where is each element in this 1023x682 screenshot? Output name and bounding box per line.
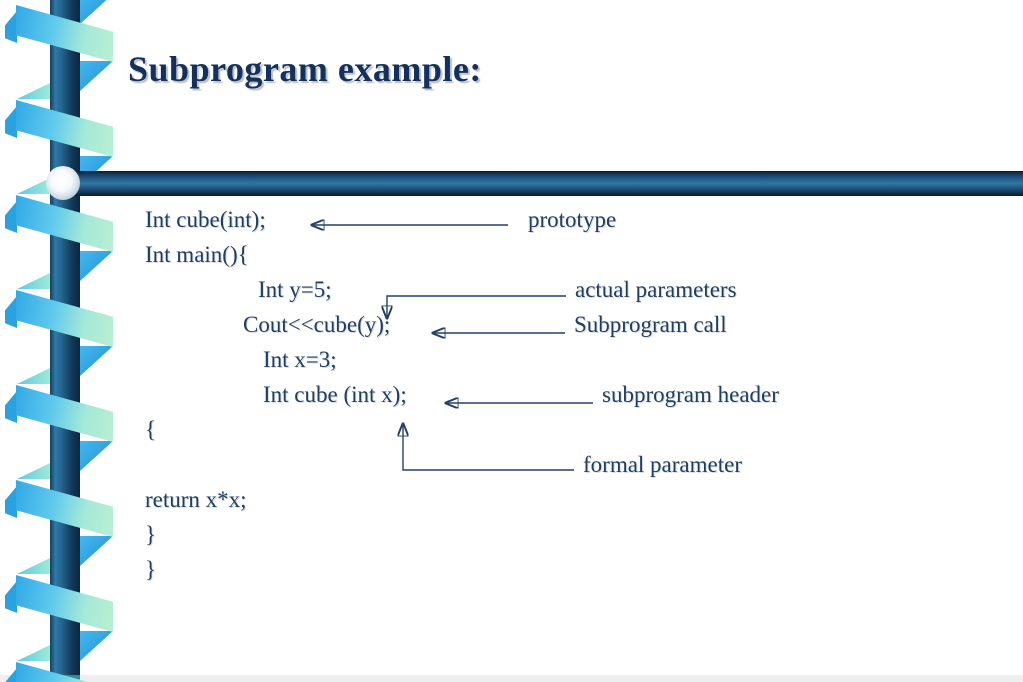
ribbon-foldL (17, 273, 50, 289)
ribbon-foldR (80, 631, 113, 661)
code-line: Int cube (int x); (263, 382, 407, 407)
ribbon-edge (5, 296, 17, 328)
code-line: Int cube(int); (145, 207, 266, 232)
code-row (145, 347, 1015, 382)
code-row (145, 522, 1015, 557)
annotation-formal-parameter: formal parameter (583, 452, 742, 477)
annotation-subprogram-header: subprogram header (602, 382, 779, 407)
ribbon-edge (5, 391, 17, 423)
ribbon-edge (5, 11, 17, 43)
ribbon-foldL (17, 368, 50, 384)
ribbon-foldL (17, 463, 50, 479)
code-row (145, 242, 1015, 277)
ribbon-foldL (17, 645, 50, 661)
code-row (145, 452, 1015, 487)
ribbon-foldR (80, 536, 113, 566)
code-row (145, 312, 1015, 347)
ribbon-foldL (17, 83, 50, 99)
code-row (145, 417, 1015, 452)
divider-sphere (46, 166, 80, 200)
ribbon-foldR (80, 0, 113, 24)
ribbon-edge (5, 581, 17, 613)
annotation-prototype: prototype (528, 207, 617, 232)
ribbon-edge (5, 201, 17, 233)
code-row (145, 382, 1015, 417)
ribbon-foldR (80, 61, 113, 91)
code-line: Int x=3; (263, 347, 337, 372)
code-line: Cout<<cube(y); (243, 312, 391, 337)
code-line: { (145, 417, 157, 442)
ribbon-edge (5, 106, 17, 138)
code-block (145, 207, 1015, 592)
code-line: return x*x; (145, 487, 247, 512)
ribbon-foldL (17, 558, 50, 574)
ribbon-foldR (80, 441, 113, 471)
code-line: Int y=5; (258, 277, 332, 302)
code-line: Int main(){ (145, 242, 249, 267)
page-title: Subprogram example: (128, 49, 482, 89)
code-row (145, 487, 1015, 522)
annotation-actual-parameters: actual parameters (575, 277, 737, 302)
ribbon-foldR (80, 346, 113, 376)
ribbon-foldR (80, 251, 113, 281)
annotation-subprogram-call: Subprogram call (574, 312, 727, 337)
code-row (145, 557, 1015, 592)
ribbon-edge (5, 486, 17, 518)
slide-bottom-strip (0, 675, 1023, 682)
ribbon-foldL (17, 178, 50, 194)
code-row (145, 277, 1015, 312)
code-row (145, 207, 1015, 242)
divider-bar (62, 171, 1023, 196)
ribbon-pole (50, 0, 80, 682)
code-line: } (145, 522, 157, 547)
code-line: } (145, 557, 157, 582)
